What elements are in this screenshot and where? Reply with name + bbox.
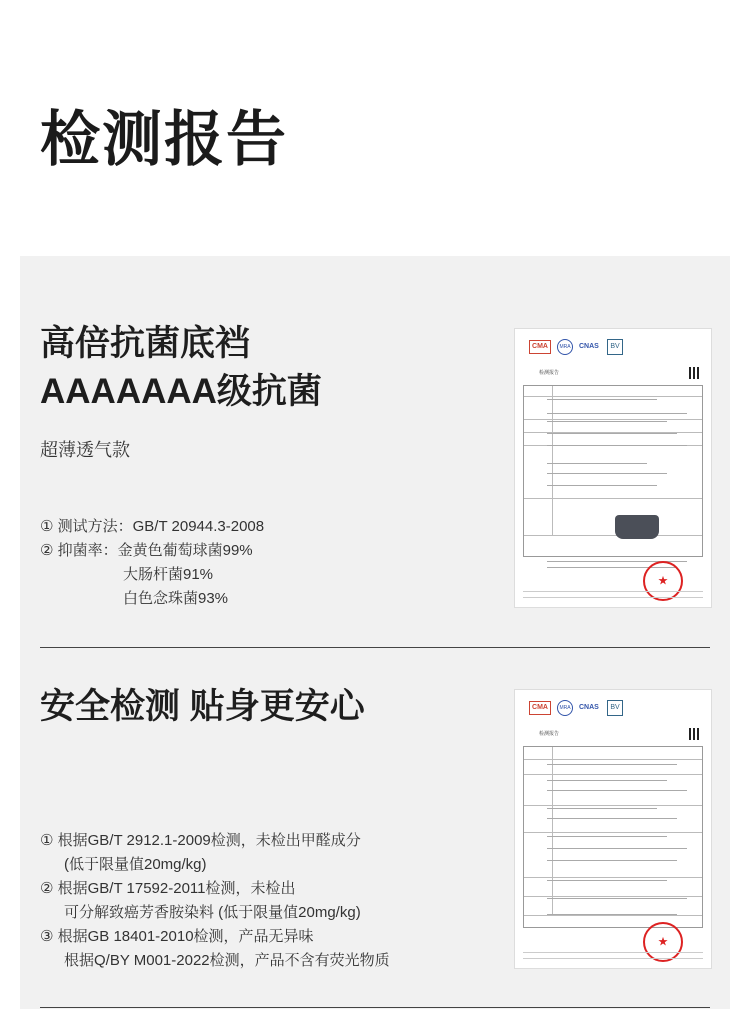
product-sample-photo <box>615 515 659 539</box>
qr-code-icon <box>689 367 701 379</box>
cma-logo-icon: CMA <box>529 340 551 354</box>
cnas-logo-icon: CNAS <box>579 343 599 350</box>
ilac-logo-icon: MRA <box>557 339 573 355</box>
certification-logos <box>529 700 623 716</box>
section1-heading-line2: AAAAAAA级抗菌 <box>40 372 322 411</box>
aromatic-amine-limit-line: 可分解致癌芳香胺染料 (低于限量值20mg/kg) <box>64 904 361 921</box>
section-divider <box>40 647 710 648</box>
aromatic-amine-line: ② 根据GB/T 17592-2011检测，未检出 <box>40 880 296 897</box>
qr-code-icon <box>689 728 701 740</box>
formaldehyde-limit-line: (低于限量值20mg/kg) <box>64 856 207 873</box>
bv-logo-icon: BV <box>607 700 623 716</box>
section-divider-bottom <box>40 1007 710 1008</box>
report-title: 检测报告 <box>539 731 560 737</box>
odor-line: ③ 根据GB 18401-2010检测，产品无异味 <box>40 928 314 945</box>
section2-heading: 安全检测 贴身更安心 <box>40 687 365 726</box>
inhibition-rate-line: ② 抑菌率：金黄色葡萄球菌99% <box>40 542 253 559</box>
official-seal-stamp <box>643 561 683 601</box>
report-title: 检测报告 <box>539 370 560 376</box>
bv-logo-icon: BV <box>607 339 623 355</box>
report-table <box>523 746 703 928</box>
section1-heading-line1: 高倍抗菌底裆 <box>40 324 251 363</box>
cnas-logo-icon: CNAS <box>579 704 599 711</box>
official-seal-stamp <box>643 922 683 962</box>
certification-logos <box>529 339 623 355</box>
antibacterial-test-report-image <box>514 328 712 608</box>
safety-test-report-image <box>514 689 712 969</box>
test-method-line: ① 测试方法：GB/T 20944.3-2008 <box>40 518 265 535</box>
section1-subtitle: 超薄透气款 <box>40 440 130 460</box>
candida-line: 白色念珠菌93% <box>123 590 229 607</box>
fluorescent-line: 根据Q/BY M001-2022检测，产品不含有荧光物质 <box>64 952 390 969</box>
e-coli-line: 大肠杆菌91% <box>123 566 214 583</box>
ilac-logo-icon: MRA <box>557 700 573 716</box>
report-table <box>523 385 703 557</box>
cma-logo-icon: CMA <box>529 701 551 715</box>
formaldehyde-line: ① 根据GB/T 2912.1-2009检测，未检出甲醛成分 <box>40 832 361 849</box>
page-title: 检测报告 <box>40 106 288 173</box>
